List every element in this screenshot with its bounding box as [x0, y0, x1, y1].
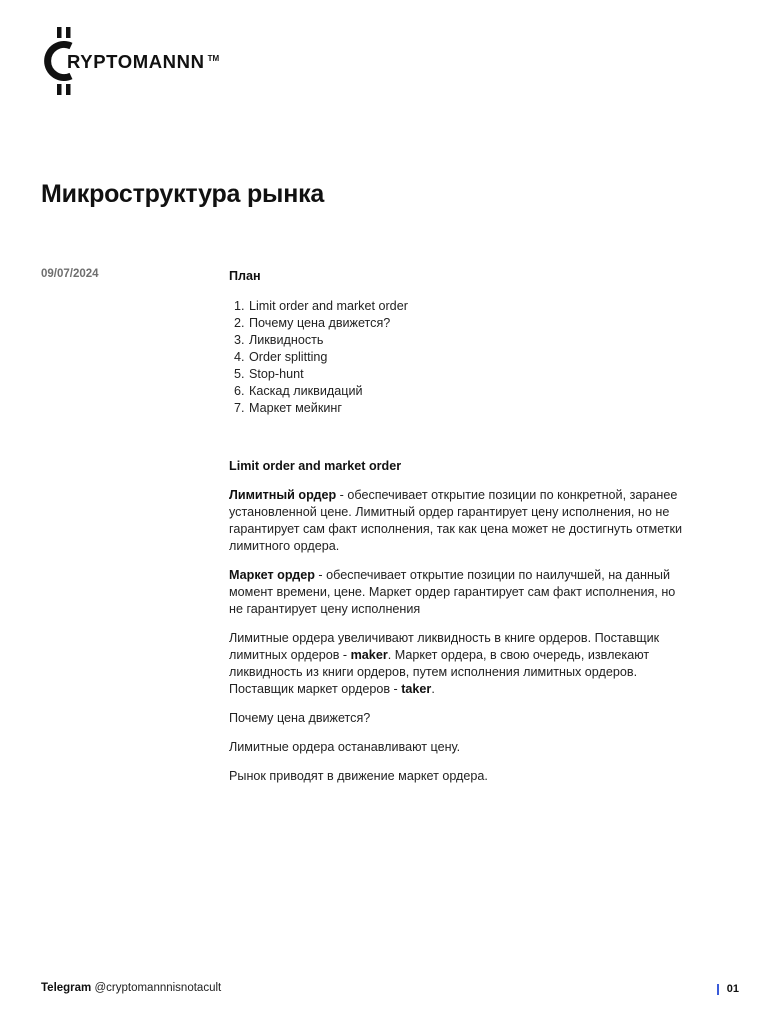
page-title: Микроструктура рынка — [41, 180, 325, 208]
trademark-sign: TM — [207, 53, 220, 63]
plan-item: 6. Каскад ликвидаций — [248, 383, 689, 400]
page-divider — [717, 984, 719, 995]
plan-item: 5. Stop-hunt — [248, 366, 689, 383]
document-body — [229, 268, 689, 785]
brand-logo — [40, 26, 219, 96]
plan-item: 3. Ликвидность — [248, 332, 689, 349]
liquidity-paragraph — [229, 630, 689, 698]
telegram-handle[interactable]: @cryptomannnisnotacult — [91, 982, 222, 994]
section-heading: Limit order and market order — [229, 459, 402, 473]
page-number: 01 — [726, 983, 739, 995]
limit-order-definition: - обеспечивает открытие позиции по конкретной, заранее установленной цене. Лимитный ордер гарантирует цену исполнения, но не гарантирует сам факт исполнения, так как цена может не достигнуть отметки лимитного ордера. — [229, 488, 683, 553]
liquidity-text: . — [431, 682, 435, 696]
market-order-definition: - обеспечивает открытие позиции по наилучшей, на данный момент времени, цене. Маркет ордер гарантирует сам факт исполнения, но не гарантирует цену исполнения — [229, 568, 676, 616]
taker-term: taker — [401, 682, 432, 696]
plan-item: 7. Маркет мейкинг — [248, 400, 689, 417]
liquidity-text: Лимитные ордера увеличивают ликвидность в книге ордеров. Поставщик лимитных ордеров - — [229, 631, 660, 662]
maker-term: maker — [350, 648, 388, 662]
plan-list — [229, 298, 689, 417]
question-paragraph: Почему цена движется? — [229, 711, 371, 725]
market-order-paragraph — [229, 567, 689, 618]
limit-order-term: Лимитный ордер — [229, 488, 337, 502]
page-number-block — [717, 983, 739, 995]
liquidity-text: . Маркет ордера, в свою очередь, извлекают ликвидность из книги ордеров, путем исполнения лимитных ордеров. Поставщик маркет ордеров - — [229, 648, 650, 696]
document-date: 09/07/2024 — [41, 268, 99, 280]
plan-item: 4. Order splitting — [248, 349, 689, 366]
plan-heading: План — [229, 269, 261, 283]
brand-name: RYPTOMANNN ™ — [67, 50, 220, 72]
telegram-label: Telegram — [41, 982, 92, 994]
market-order-term: Маркет ордер — [229, 568, 315, 582]
plan-item: 2. Почему цена движется? — [248, 315, 689, 332]
market-move-paragraph: Рынок приводят в движение маркет ордера. — [229, 769, 488, 783]
limit-order-paragraph — [229, 487, 689, 555]
limit-stop-paragraph: Лимитные ордера останавливают цену. — [229, 740, 461, 754]
footer-telegram — [41, 982, 221, 994]
plan-item: 1. Limit order and market order — [248, 298, 689, 315]
